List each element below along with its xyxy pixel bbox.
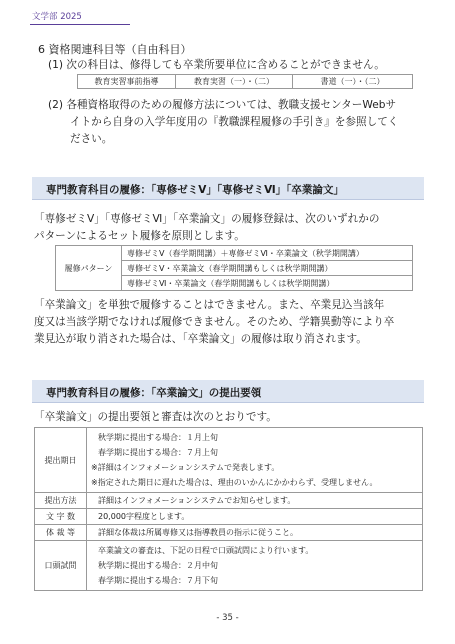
section2-intro: 「卒業論文」の提出要領と審査は次のとおりです。	[34, 411, 277, 423]
table-row	[35, 541, 423, 591]
item6-sub2-line: イトから自身の入学年度用の『教職課程履修の手引き』を参照してく	[70, 116, 399, 128]
submission-table	[34, 427, 423, 591]
section-title: 専門教育科目の履修：「卒業論文」の提出要領	[46, 387, 262, 399]
pattern-table	[55, 245, 413, 291]
page-header-label: 文学部 2025	[32, 12, 82, 22]
header-rule	[30, 24, 130, 25]
pattern-row: 専修ゼミⅥ・卒業論文（春学期開講もしくは秋学期開講）	[122, 276, 413, 291]
item6-sub1: (1) 次の科目は、修得しても卒業所要単位に含めることができません。	[48, 59, 385, 71]
row-content	[87, 428, 423, 493]
section1-note-line: 業見込が取り消された場合は、「卒業論文」の履修は取り消されます。	[34, 333, 367, 345]
row-label: 提出方法	[35, 493, 87, 509]
row-line: 春学期に提出する場合：７月下旬	[98, 576, 218, 585]
section-title: 専門教育科目の履修：「専修ゼミⅤ」「専修ゼミⅥ」「卒業論文」	[46, 184, 344, 196]
pattern-row: 専修ゼミⅤ（春学期開講）＋専修ゼミⅥ・卒業論文（秋学期開講）	[122, 246, 413, 261]
section1-note-line: 度又は当該学期でなければ履修できません。そのため、学籍異動等により卒	[34, 316, 395, 328]
section1-intro-line: パターンによるセット履修を原則とします。	[34, 230, 245, 242]
table-row	[35, 509, 423, 525]
table-row	[35, 428, 423, 493]
pattern-row: 専修ゼミⅤ・卒業論文（春学期開講もしくは秋学期開講）	[122, 261, 413, 276]
row-content: 詳細な体裁は所属専修又は指導教員の指示に従うこと。	[87, 525, 423, 541]
row-line: 秋学期に提出する場合：２月中旬	[98, 561, 218, 570]
section1-note-line: 「卒業論文」を単独で履修することはできません。また、卒業見込当該年	[34, 299, 385, 311]
page-number: - 35 -	[216, 613, 239, 623]
pattern-label: 履修パターン	[56, 246, 122, 291]
section1-intro-line: 「専修ゼミⅤ」「専修ゼミⅥ」「卒業論文」の履修登録は、次のいずれかの	[34, 213, 380, 225]
course-cell: 教育実習（一）・（二）	[176, 75, 293, 89]
row-line: 卒業論文の審査は、下記の日程で口頭試問により行います。	[98, 546, 314, 555]
course-cell: 書道（一）・（二）	[293, 75, 413, 89]
item6-heading: 6 資格関連科目等（自由科目）	[38, 43, 192, 56]
item6-sub2-line: (2) 各種資格取得のための履修方法については、教職支援センターWebサ	[48, 99, 397, 111]
course-table	[77, 74, 413, 89]
row-content	[87, 541, 423, 591]
item6-sub2-line: ださい。	[70, 133, 113, 145]
section-heading-thesis	[32, 380, 424, 403]
row-label: 提出期日	[35, 428, 87, 493]
row-content: 20,000字程度とします。	[87, 509, 423, 525]
table-row	[35, 493, 423, 509]
row-line: ※指定された期日に遅れた場合は、理由のいかんにかかわらず、受理しません。	[91, 478, 378, 487]
row-line: ※詳細はインフォメーションシステムで発表します。	[91, 463, 280, 472]
row-label: 口頭試問	[35, 541, 87, 591]
row-label: 文 字 数	[35, 509, 87, 525]
table-row	[35, 525, 423, 541]
row-label: 体 裁 等	[35, 525, 87, 541]
row-content: 詳細はインフォメーションシステムでお知らせします。	[87, 493, 423, 509]
course-cell: 教育実習事前指導	[78, 75, 176, 89]
row-line: 春学期に提出する場合：７月上旬	[98, 448, 218, 457]
section-heading-seminar	[32, 177, 424, 200]
row-line: 秋学期に提出する場合：１月上旬	[98, 433, 218, 442]
